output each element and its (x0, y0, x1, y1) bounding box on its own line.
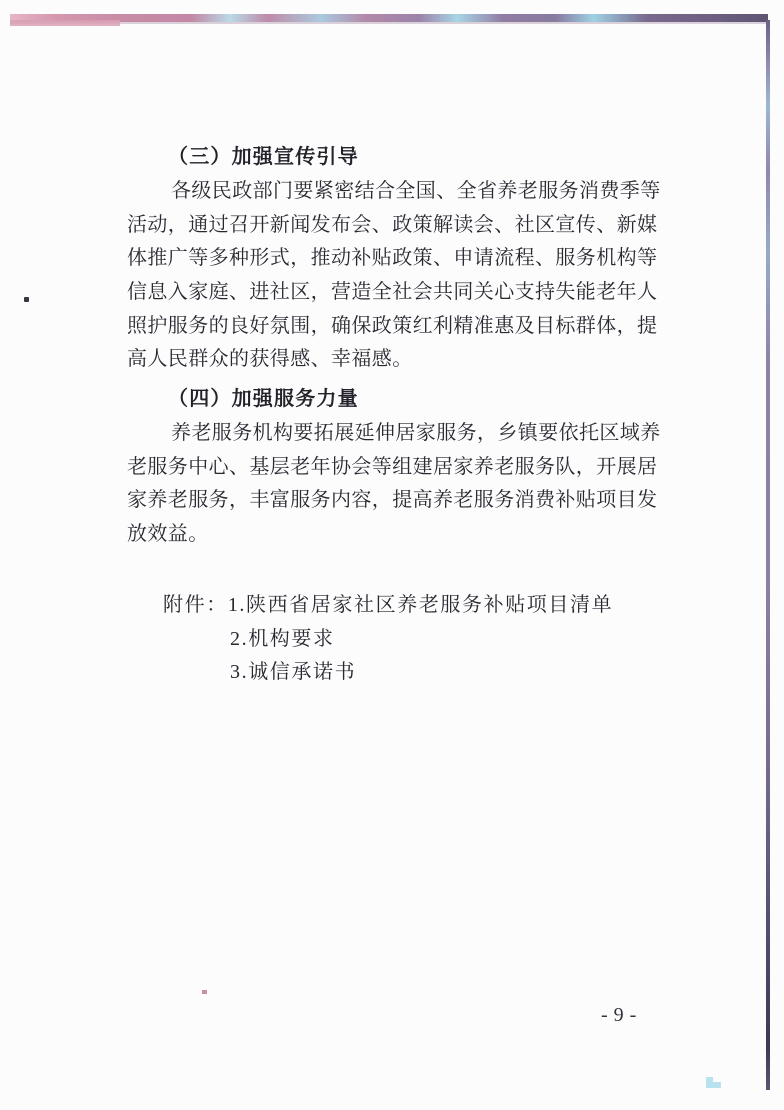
attachment-item: 1.陕西省居家社区养老服务补贴项目清单 (227, 594, 614, 616)
ink-speck (24, 297, 29, 302)
scan-right-edge-line (766, 20, 770, 1090)
body-line: 养老服务机构要拓展延伸居家服务，乡镇要依托区域养 (171, 422, 661, 444)
ink-speck (202, 990, 207, 994)
body-line: 照护服务的良好氛围，确保政策红利精准惠及目标群体，提 (127, 315, 658, 337)
scan-top-edge-band (10, 14, 768, 22)
body-line: 放效益。 (127, 523, 209, 545)
attachment-line (163, 590, 613, 620)
attachment-item: 3.诚信承诺书 (230, 661, 357, 683)
body-line: 高人民群众的获得感、幸福感。 (127, 348, 413, 370)
body-line: 家养老服务，丰富服务内容，提高养老服务消费补贴项目发 (127, 489, 658, 511)
attachment-item: 2.机构要求 (230, 628, 335, 650)
body-line: 老服务中心、基层老年协会等组建居家养老服务队，开展居 (127, 456, 658, 478)
section3-heading: （三）加强宣传引导 (168, 146, 359, 168)
attachment-label: 附件： (163, 594, 228, 616)
scan-top-edge-notch (10, 20, 120, 26)
section4-heading: （四）加强服务力量 (168, 388, 359, 410)
scan-cyan-mark (706, 1082, 721, 1088)
body-line: 信息入家庭、进社区，营造全社会共同关心支持失能老年人 (127, 281, 658, 303)
body-line: 活动，通过召开新闻发布会、政策解读会、社区宣传、新媒 (127, 214, 658, 236)
body-line: 体推广等多种形式，推动补贴政策、申请流程、服务机构等 (127, 247, 658, 269)
body-line: 各级民政部门要紧密结合全国、全省养老服务消费季等 (171, 180, 661, 202)
page-number: -9- (601, 1004, 643, 1026)
